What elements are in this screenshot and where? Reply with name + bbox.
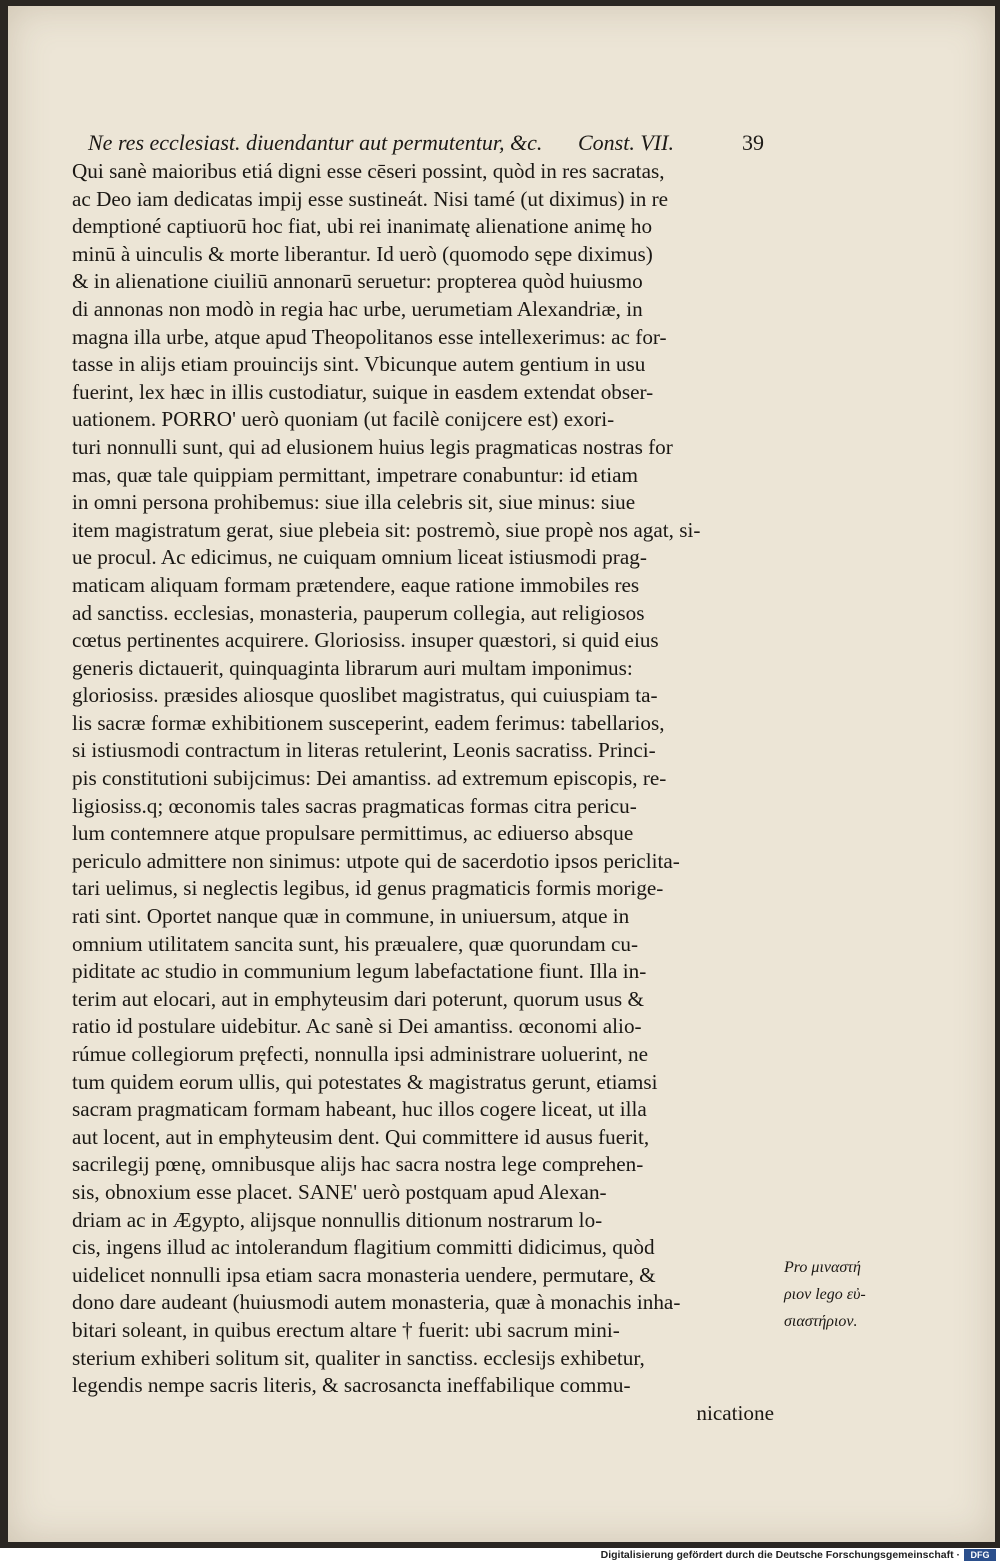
text-line: demptioné captiuorū hoc fiat, ubi rei inanimatę alienatione animę ho — [72, 214, 653, 239]
marginal-note-line: Pro μιναστή — [784, 1259, 861, 1276]
dfg-logo-icon: DFG — [964, 1549, 996, 1561]
marginal-note-line: ριον lego εὐ- — [784, 1286, 866, 1303]
text-line: sterium exhiberi solitum sit, qualiter in sanctiss. ecclesijs exhibetur, — [72, 1345, 645, 1370]
text-line: pis constitutioni subijcimus: Dei amantiss. ad extremum episcopis, re- — [72, 766, 667, 791]
text-line: magna illa urbe, atque apud Theopolitanos esse intellexerimus: ac for- — [72, 324, 667, 349]
text-line: sacrilegij pœnę, omnibusque alijs hac sacra nostra lege comprehen- — [72, 1152, 644, 1177]
text-line: turi nonnulli sunt, qui ad elusionem huius legis pragmaticas nostras for — [72, 434, 673, 459]
running-header — [88, 130, 778, 156]
text-line: maticam aliquam formam prætendere, eaque ratione immobiles res — [72, 572, 640, 597]
funding-credit: Digitalisierung gefördert durch die Deutsche Forschungsgemeinschaft · — [600, 1549, 960, 1561]
text-line: in omni persona prohibemus: siue illa celebris sit, siue minus: siue — [72, 490, 636, 515]
text-line: lis sacræ formæ exhibitionem susceperint, eadem ferimus: tabellarios, — [72, 710, 665, 735]
text-line: driam ac in Ægypto, alijsque nonnullis ditionum nostrarum lo- — [72, 1207, 603, 1232]
text-line: mas, quæ tale quippiam permittant, impetrare conabuntur: id etiam — [72, 462, 639, 487]
text-line: uidelicet nonnulli ipsa etiam sacra monasteria uendere, permutare, & — [72, 1262, 656, 1287]
text-line: ad sanctiss. ecclesias, monasteria, pauperum collegia, aut religiosos — [72, 600, 645, 625]
text-line: generis dictauerit, quinquaginta librarum auri multam imponimus: — [72, 655, 633, 680]
text-line: tum quidem eorum ullis, qui potestates & magistratus gerunt, etiamsi — [72, 1069, 658, 1094]
text-line: sis, obnoxium esse placet. SANE' uerò postquam apud Alexan- — [72, 1179, 607, 1204]
text-line: Qui sanè maioribus etiá digni esse cēseri possint, quòd in res sacratas, — [72, 159, 665, 183]
text-line: cis, ingens illud ac intolerandum flagitium committi didicimus, quòd — [72, 1235, 655, 1260]
running-title: Ne res ecclesiast. diuendantur aut permutentur, &c. — [88, 130, 543, 155]
text-line: aut locent, aut in emphyteusim dent. Qui committere id ausus fuerit, — [72, 1124, 650, 1149]
text-line: uationem. PORRO' uerò quoniam (ut facilè conijcere est) exori- — [72, 407, 615, 432]
text-line: ac Deo iam dedicatas impij esse sustineát. Nisi tamé (ut diximus) in re — [72, 186, 669, 211]
text-line: omnium utilitatem sancita sunt, his præualere, quæ quorundam cu- — [72, 931, 639, 956]
marginal-note-line: σιαστήριον. — [784, 1313, 858, 1330]
text-line: dono dare audeant (huiusmodi autem monasteria, quæ à monachis inha- — [72, 1290, 681, 1315]
text-line: si istiusmodi contractum in literas retulerint, Leonis sacratiss. Princi- — [72, 738, 656, 763]
folio-number: 39 — [742, 130, 764, 155]
footer-bar — [0, 1548, 1000, 1562]
text-line: sacram pragmaticam formam habeant, huc illos cogere liceat, ut illa — [72, 1097, 647, 1122]
text-line: piditate ac studio in communium legum labefactatione fiunt. Illa in- — [72, 959, 647, 984]
text-line: di annonas non modò in regia hac urbe, uerumetiam Alexandriæ, in — [72, 296, 643, 321]
text-line: ratio id postulare uidebitur. Ac sanè si Dei amantiss. œconomi alio- — [72, 1014, 642, 1039]
text-line: terim aut elocari, aut in emphyteusim dari poterunt, quorum usus & — [72, 986, 644, 1011]
text-line: tasse in alijs etiam prouincijs sint. Vbicunque autem gentium in usu — [72, 352, 646, 377]
catchword: nicatione — [696, 1400, 774, 1425]
text-line: legendis nempe sacris literis, & sacrosancta ineffabilique commu- — [72, 1373, 631, 1398]
text-line: & in alienatione ciuiliū annonarū seruetur: propterea quòd huiusmo — [72, 269, 643, 294]
text-line: ue procul. Ac edicimus, ne cuiquam omnium liceat istiusmodi prag- — [72, 545, 647, 570]
text-line: ligiosiss.q; œconomis tales sacras pragmaticas formas citra pericu- — [72, 793, 637, 818]
text-line: lum contemnere atque propulsare permittimus, ac ediuerso absque — [72, 821, 634, 846]
text-line: tari uelimus, si neglectis legibus, id genus pragmaticis formis morige- — [72, 876, 664, 901]
text-line: bitari soleant, in quibus erectum altare † fuerit: ubi sacrum mini- — [72, 1317, 620, 1342]
text-line: cœtus pertinentes acquirere. Gloriosiss. insuper quæstori, si quid eius — [72, 628, 659, 653]
text-line: item magistratum gerat, siue plebeia sit: postremò, siue propè nos agat, si- — [72, 517, 701, 542]
text-line: periculo admittere non sinimus: utpote qui de sacerdotio ipsos periclita- — [72, 848, 680, 873]
text-line: minū à uinculis & morte liberantur. Id uerò (quomodo sępe diximus) — [72, 241, 653, 266]
main-text-block — [72, 158, 778, 1427]
marginal-note — [784, 1254, 894, 1335]
text-line: rati sint. Oportet nanque quæ in commune, in uniuersum, atque in — [72, 904, 630, 929]
text-line: fuerint, lex hæc in illis custodiatur, suique in easdem extendat obser- — [72, 379, 654, 404]
text-line: gloriosiss. præsides aliosque quoslibet magistratus, qui cuiuspiam ta- — [72, 683, 658, 708]
constitution-number: Const. VII. — [578, 130, 674, 155]
text-line: rúmue collegiorum pręfecti, nonnulla ipsi administrare uoluerint, ne — [72, 1042, 649, 1066]
